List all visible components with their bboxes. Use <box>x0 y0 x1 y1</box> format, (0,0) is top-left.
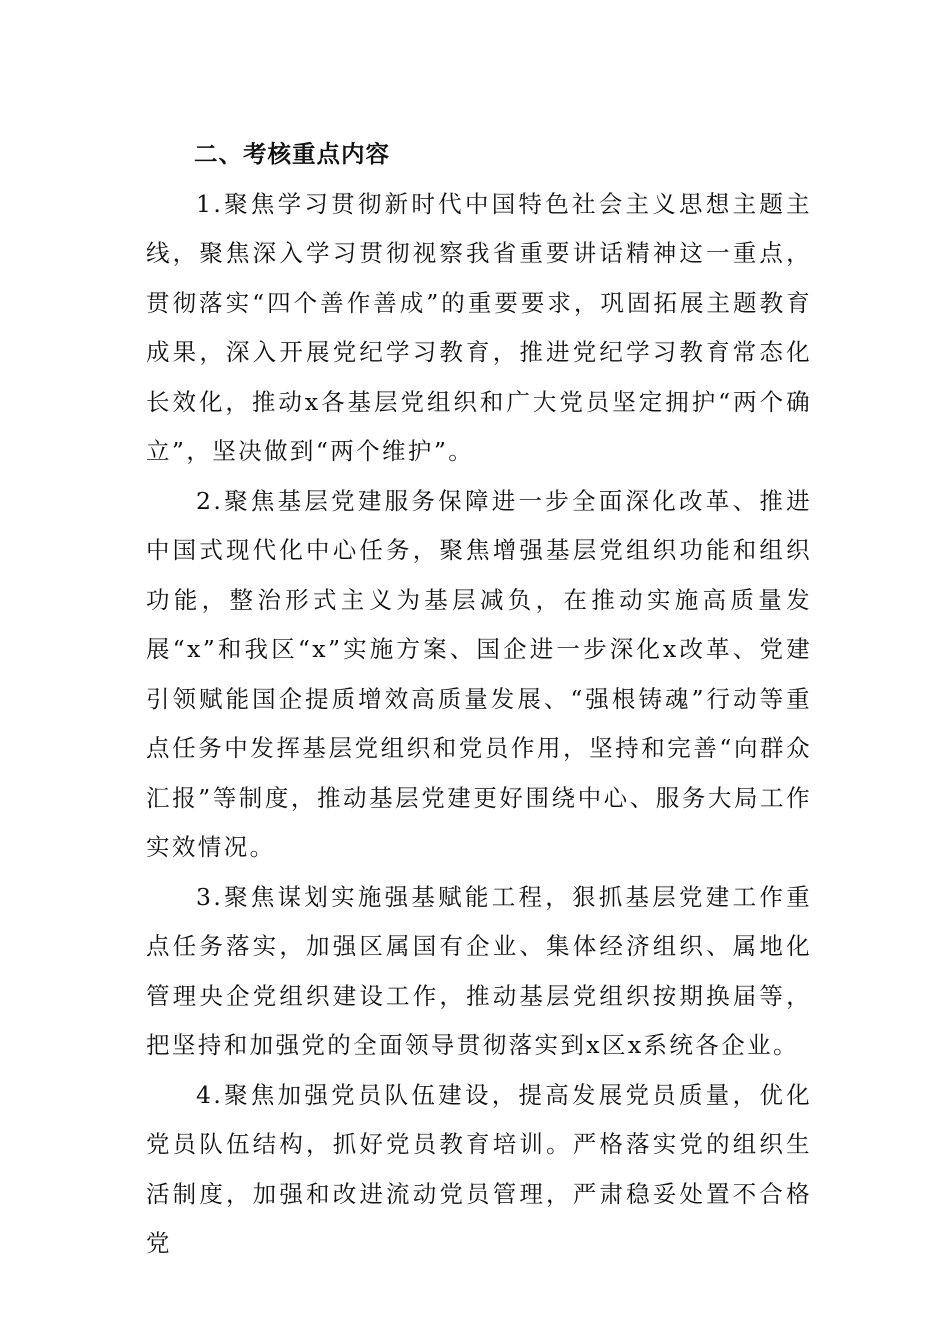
document-body <box>146 130 812 1269</box>
section-heading: 二、考核重点内容 <box>194 140 390 168</box>
paragraph-1: 1.聚焦学习贯彻新时代中国特色社会主义思想主题主线，聚焦深入学习贯彻视察我省重要讲话精神这一重点，贯彻落实“四个善作善成”的重要要求，巩固拓展主题教育成果，深入开展党纪学习教育，推进党纪学习教育常态化长效化，推动x各基层党组织和广大党员坚定拥护“两个确立”，坚决做到“两个维护”。 <box>146 189 812 465</box>
paragraph-4: 4.聚焦加强党员队伍建设，提高发展党员质量，优化党员队伍结构，抓好党员教育培训。严格落实党的组织生活制度，加强和改进流动党员管理，严肃稳妥处置不合格党 <box>146 1080 812 1257</box>
paragraph-2: 2.聚焦基层党建服务保障进一步全面深化改革、推进中国式现代化中心任务，聚焦增强基层党组织功能和组织功能，整治形式主义为基层减负，在推动实施高质量发展“x”和我区“x”实施方案、国企进一步深化x改革、党建引领赋能国企提质增效高质量发展、“强根铸魂”行动等重点任务中发挥基层党组织和党员作用，坚持和完善“向群众汇报”等制度，推动基层党建更好围绕中心、服务大局工作实效情况。 <box>146 486 812 861</box>
paragraph-3: 3.聚焦谋划实施强基赋能工程，狠抓基层党建工作重点任务落实，加强区属国有企业、集体经济组织、属地化管理央企党组织建设工作，推动基层党组织按期换届等，把坚持和加强党的全面领导贯彻落实到x区x系统各企业。 <box>146 882 812 1059</box>
